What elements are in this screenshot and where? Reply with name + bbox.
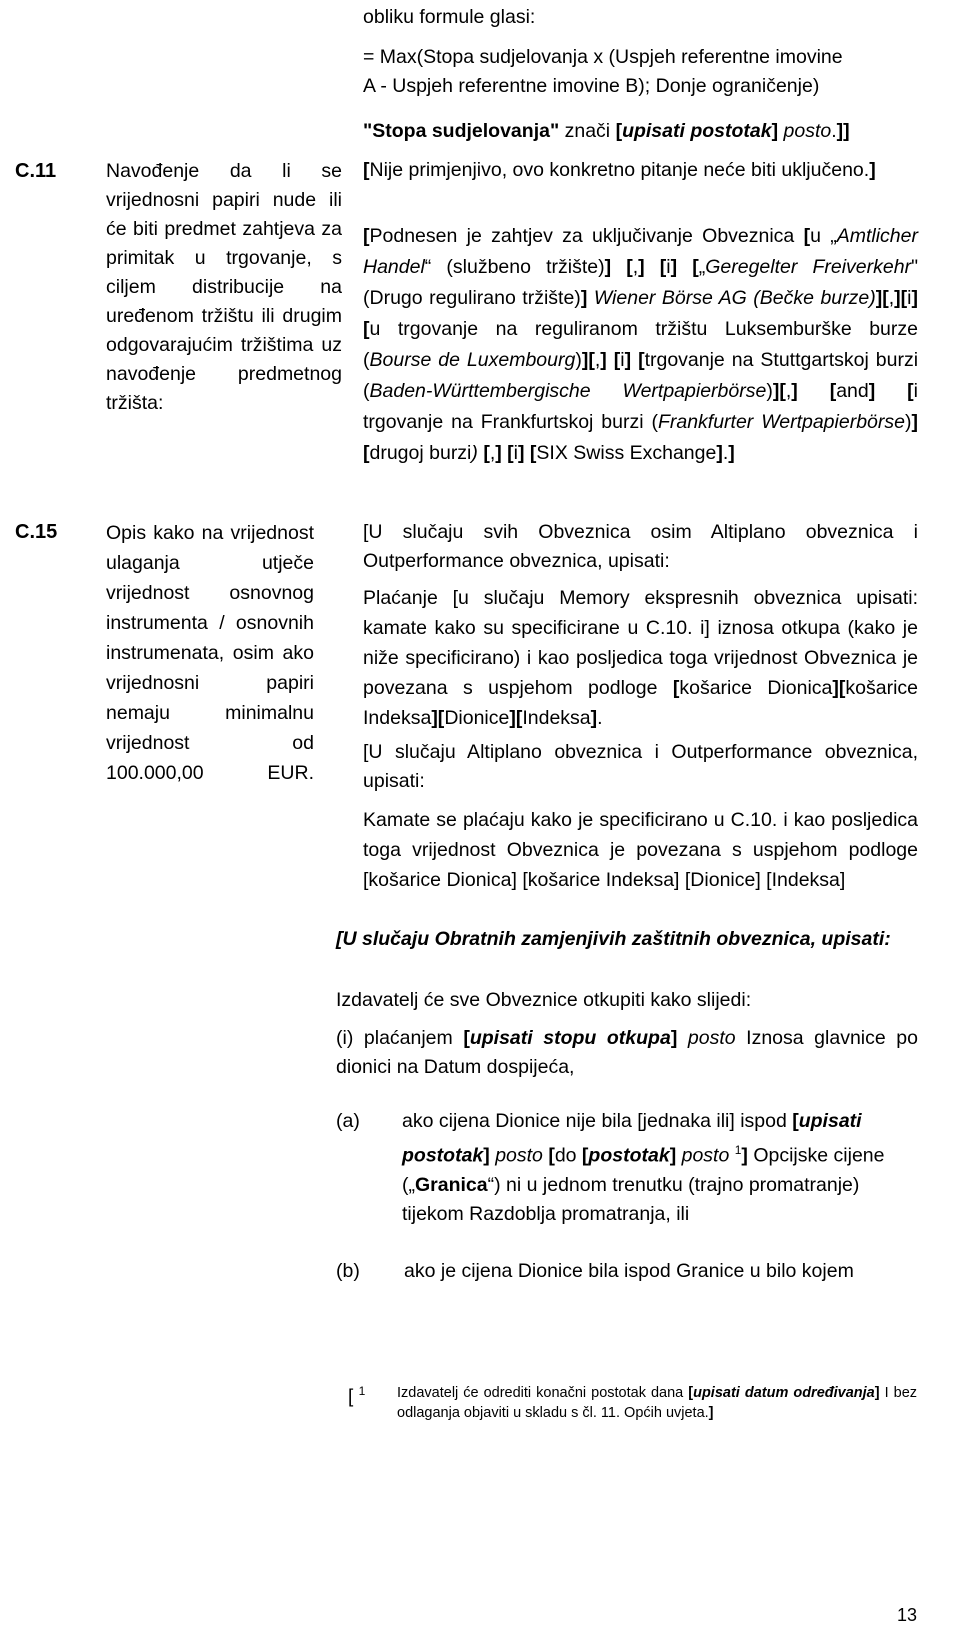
- c11-number: C.11: [15, 160, 57, 182]
- footnote-text: Izdavatelj će odrediti konačni postotak dana [upisati datum određivanja] I bez odlaganja objaviti u skladu s čl. 11. Općih uvjeta.]: [397, 1385, 918, 1421]
- c11-label: Navođenje da li se vrijednosni papiri nude ili će biti predmet zahtjeva za primitak u trgovanje, s ciljem distribucije na uređenom tržištu ili drugim odgovarajućim tržištima uz navođenje predmetnog tržišta:: [106, 160, 342, 414]
- c15-number: C.15: [15, 521, 58, 543]
- formula-intro: obliku formule glasi:: [363, 6, 536, 28]
- c15-p4: Kamate se plaćaju kako je specificirano u C.10. i kao posljedica toga vrijednost Obveznica je povezana s uspjehom podloge [košarice Dionica] [košarice Indeksa] [Dionice] [Indeksa]: [363, 809, 918, 891]
- c15-label: Opis kako na vrijednost ulaganja utječe vrijednost osnovnog instrumenta / osnovnih instrumenata, osim ako vrijednosni papiri nemaju minimalnu vrijednost od 100.000,00 EUR.: [106, 522, 314, 784]
- c15-p2: Plaćanje [u slučaju Memory ekspresnih obveznica upisati: kamate kako su specificirane u C.10. i] iznosa otkupa (kako je niže specificirano) i kao posljedica toga vrijednost Obveznica je povezana s uspjehom podloge [košarice Dionica][košarice Indeksa][Dionice][Indeksa].: [363, 587, 919, 729]
- item-a-label: (a): [336, 1110, 360, 1132]
- footnote-marker: [ $^1$: [348, 1384, 366, 1408]
- c11-listing-paragraph: [Podnesen je zahtjev za uključivanje Obveznica [u „Amtlicher Handel“ (službeno tržište)] [,] [i] [„Geregelter Freiverkehr" (Drugo regulirano tržište)] Wiener Börse AG (Bečke burze)][,][i] [u trgovanje na reguliranom tržištu Luksemburške burze (Bourse de Luxembourg)][,] [i] [trgovanje na Stuttgartskoj burzi (Baden-Württembergische Wertpapierbörse)][,] [and] [i trgovanje na Frankfurtskoj burzi (Frankfurter Wertpapierbörse)] [drugoj burzi) [,] [i] [SIX Swiss Exchange].]: [363, 225, 919, 464]
- item-a-text: ako cijena Dionice nije bila [jednaka ili] ispod [upisati postotak] posto [do [postotak] posto $^1$] Opcijske cijene („Granica“) ni u jednom trenutku (trajno promatranje) tijekom Razdoblja promatranja, ili: [402, 1110, 885, 1225]
- c11-not-applicable: [Nije primjenjivo, ovo konkretno pitanje neće biti uključeno.]: [363, 159, 876, 181]
- c15-p1: [U slučaju svih Obveznica osim Altiplano obveznica i Outperformance obveznica, upisati:: [363, 521, 918, 572]
- page-number: 13: [897, 1605, 918, 1625]
- stopa-definition: "Stopa sudjelovanja" znači [upisati postotak] posto.]]: [363, 120, 850, 142]
- c15-p3: [U slučaju Altiplano obveznica i Outperformance obveznica, upisati:: [363, 741, 918, 792]
- formula-text: = Max(Stopa sudjelovanja x (Uspjeh referentne imovine A - Uspjeh referentne imovine B); Donje ograničenje): [363, 46, 843, 97]
- item-b-text: ako je cijena Dionice bila ispod Granice u bilo kojem: [404, 1260, 854, 1282]
- reverse-heading: [U slučaju Obratnih zamjenjivih zaštitnih obveznica, upisati:: [336, 928, 891, 950]
- item-b-label: (b): [336, 1260, 360, 1282]
- reverse-p1: Izdavatelj će sve Obveznice otkupiti kako slijedi:: [336, 989, 752, 1011]
- reverse-p2: (i) plaćanjem [upisati stopu otkupa] posto Iznosa glavnice po dionici na Datum dospijeća,: [336, 1027, 918, 1078]
